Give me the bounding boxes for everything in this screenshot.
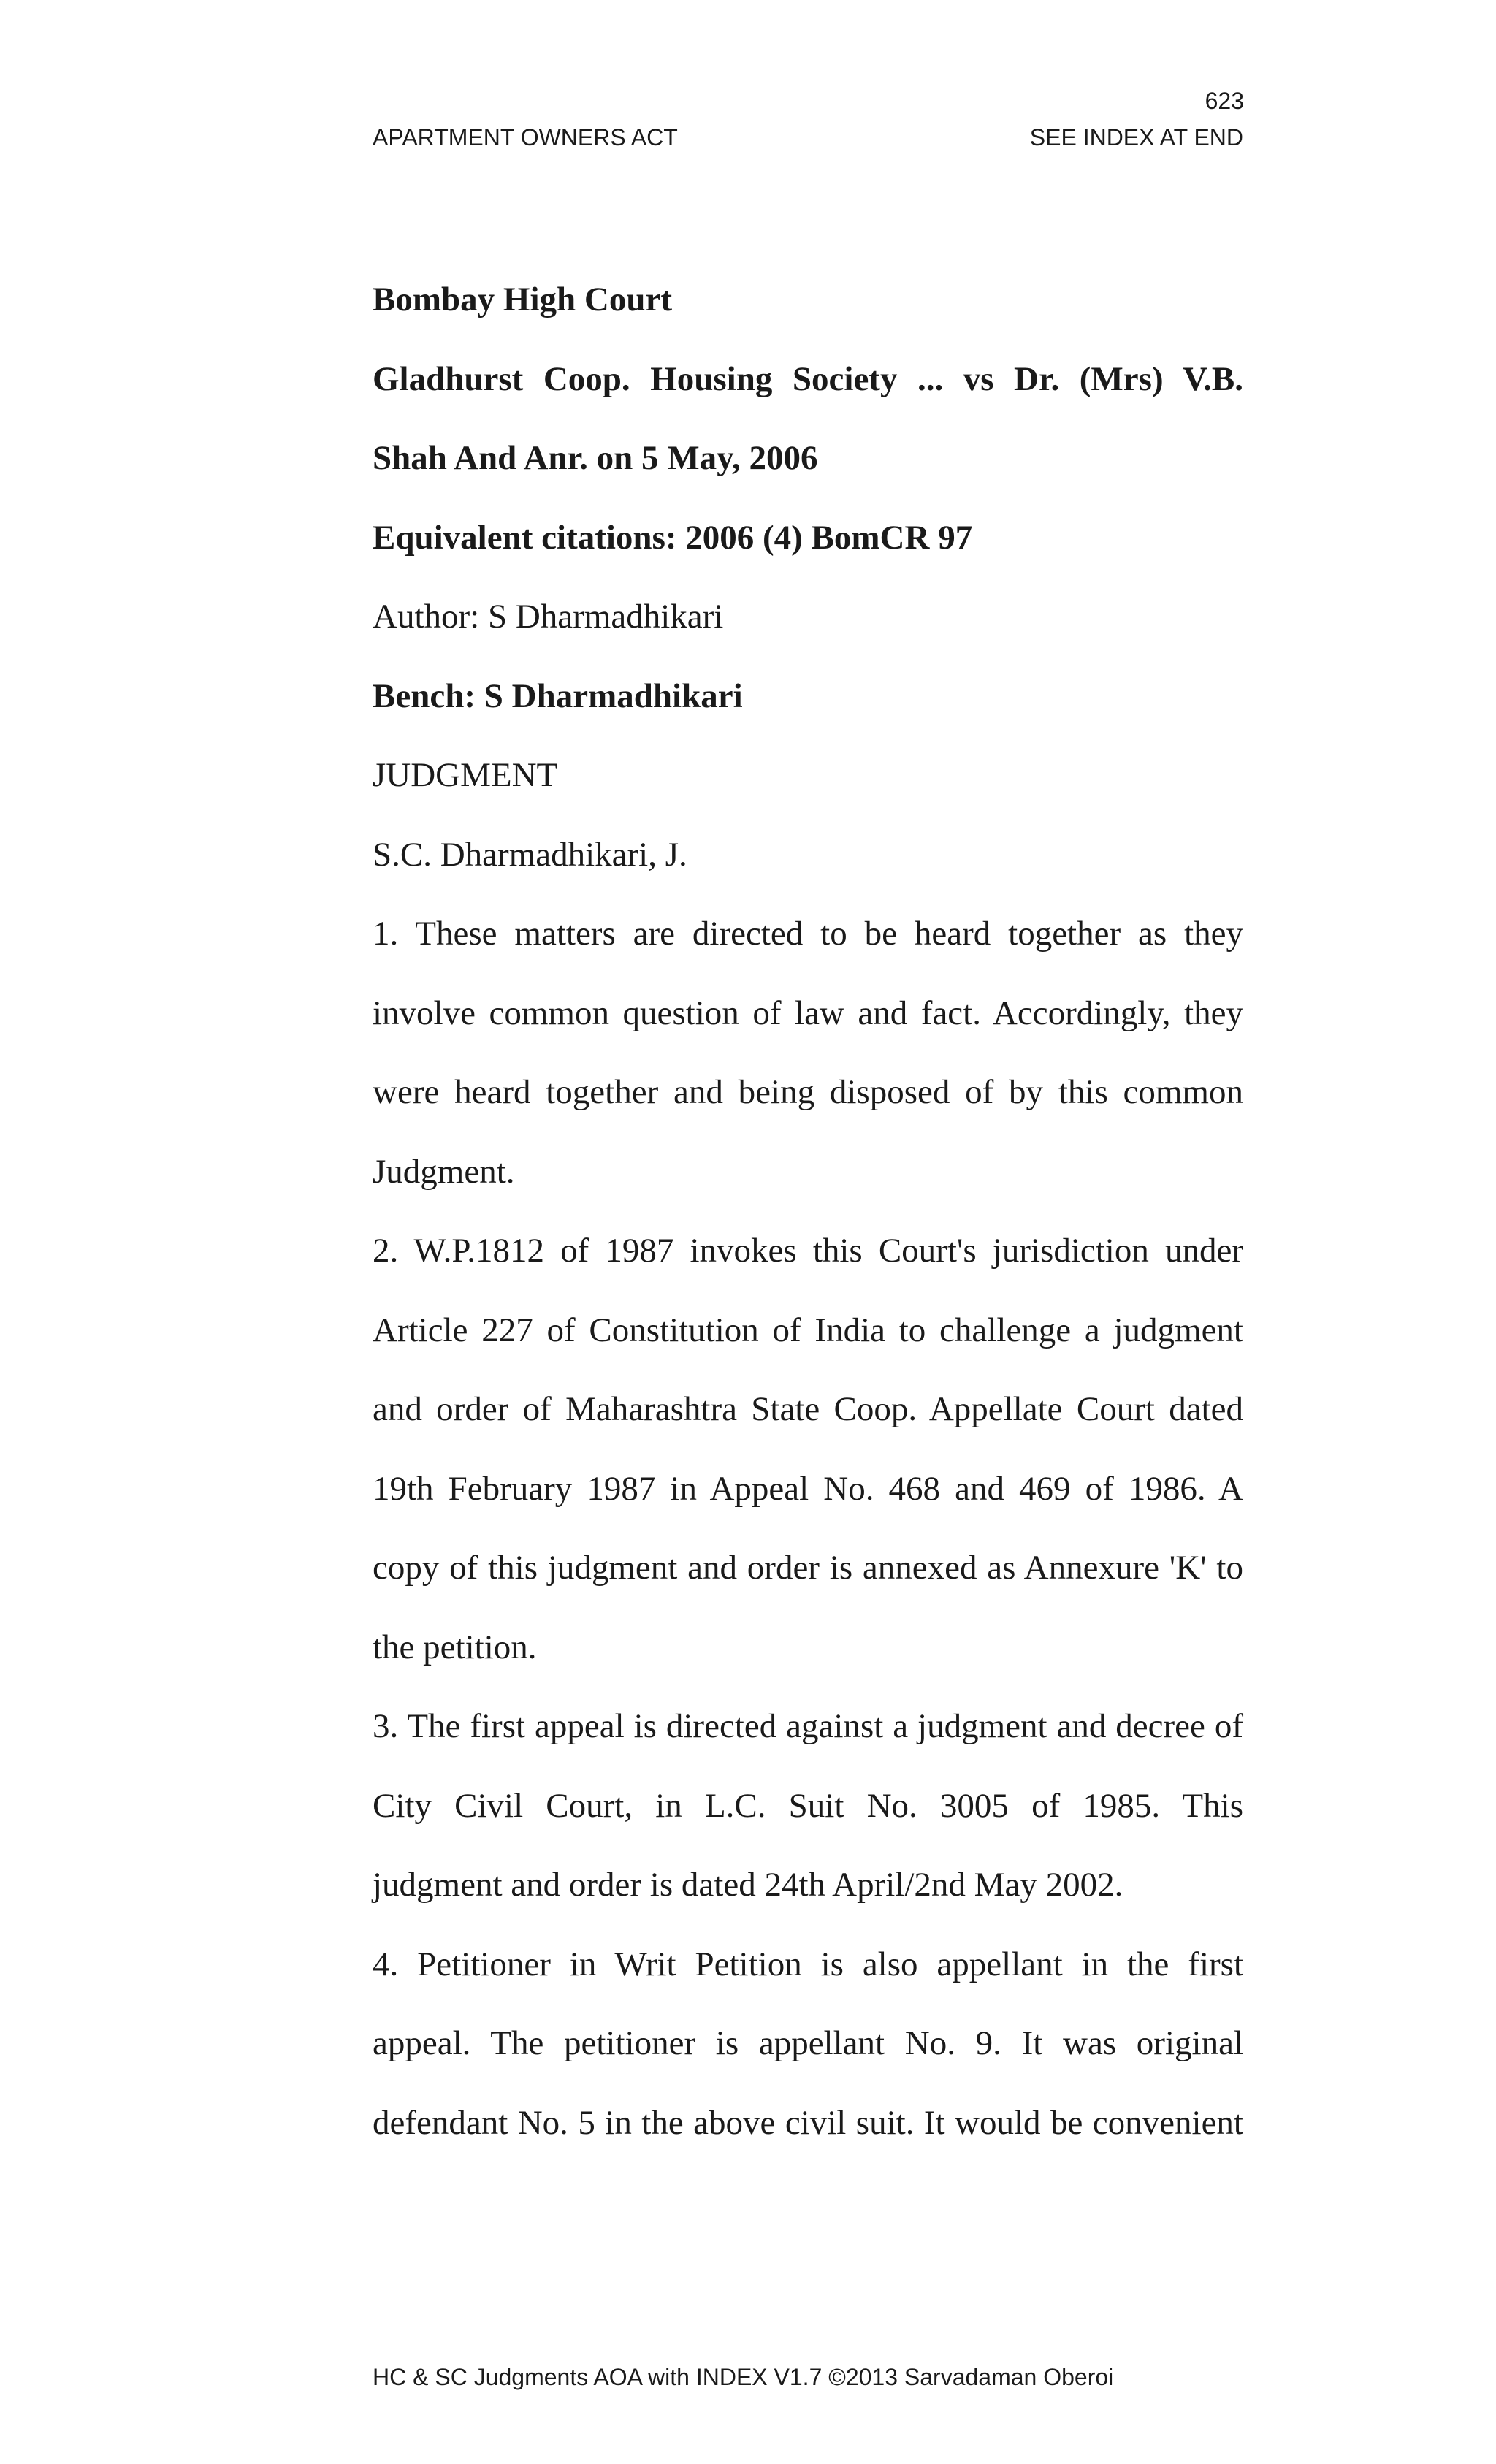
paragraph-3: [373, 1687, 1243, 1925]
paragraph-1: [373, 894, 1243, 1211]
page-number: 623: [1205, 88, 1244, 114]
paragraph-line: and order of Maharashtra State Coop. Appellate Court dated: [373, 1390, 1243, 1428]
paragraph-line: 2. W.P.1812 of 1987 invokes this Court's jurisdiction under: [373, 1232, 1243, 1270]
paragraph-line: 19th February 1987 in Appeal No. 468 and 469 of 1986. A: [373, 1469, 1243, 1508]
paragraph-2: [373, 1211, 1243, 1687]
paragraph-line: 4. Petitioner in Writ Petition is also appellant in the first: [373, 1945, 1243, 1983]
paragraph-line: the petition.: [373, 1628, 537, 1666]
header-right-note: SEE INDEX AT END: [1029, 124, 1243, 150]
paragraph-line: Judgment.: [373, 1152, 515, 1191]
judge-name: S.C. Dharmadhikari, J.: [373, 835, 687, 874]
paragraph-line: were heard together and being disposed of by this common: [373, 1073, 1243, 1111]
paragraph-line: appeal. The petitioner is appellant No. 9. It was original: [373, 2024, 1243, 2062]
paragraph-line: copy of this judgment and order is annexed as Annexure 'K' to: [373, 1549, 1243, 1587]
header-left-title: APARTMENT OWNERS ACT: [373, 124, 678, 150]
paragraph-line: 1. These matters are directed to be heard together as they: [373, 915, 1243, 953]
case-title-line-1: Gladhurst Coop. Housing Society ... vs Dr. (Mrs) V.B.: [373, 359, 1243, 398]
author-line: Author: S Dharmadhikari: [373, 598, 724, 636]
bench-line: Bench: S Dharmadhikari: [373, 676, 743, 715]
equivalent-citations: Equivalent citations: 2006 (4) BomCR 97: [373, 518, 973, 557]
paragraph-line: defendant No. 5 in the above civil suit. It would be convenient: [373, 2103, 1243, 2142]
page-footer: HC & SC Judgments AOA with INDEX V1.7 ©2013 Sarvadaman Oberoi: [373, 2364, 1114, 2390]
paragraph-line: Article 227 of Constitution of India to challenge a judgment: [373, 1311, 1243, 1349]
case-title-line-2: Shah And Anr. on 5 May, 2006: [373, 439, 818, 477]
court-name: Bombay High Court: [373, 281, 672, 319]
paragraph-line: involve common question of law and fact. Accordingly, they: [373, 993, 1243, 1032]
document-body: [373, 260, 1243, 2162]
running-header: [373, 124, 1243, 151]
judgment-heading: JUDGMENT: [373, 756, 558, 794]
paragraph-4: [373, 1925, 1243, 2163]
paragraph-line: judgment and order is dated 24th April/2nd May 2002.: [373, 1866, 1123, 1904]
paragraph-line: City Civil Court, in L.C. Suit No. 3005 of 1985. This: [373, 1786, 1243, 1825]
paragraph-line: 3. The first appeal is directed against a judgment and decree of: [373, 1707, 1243, 1745]
